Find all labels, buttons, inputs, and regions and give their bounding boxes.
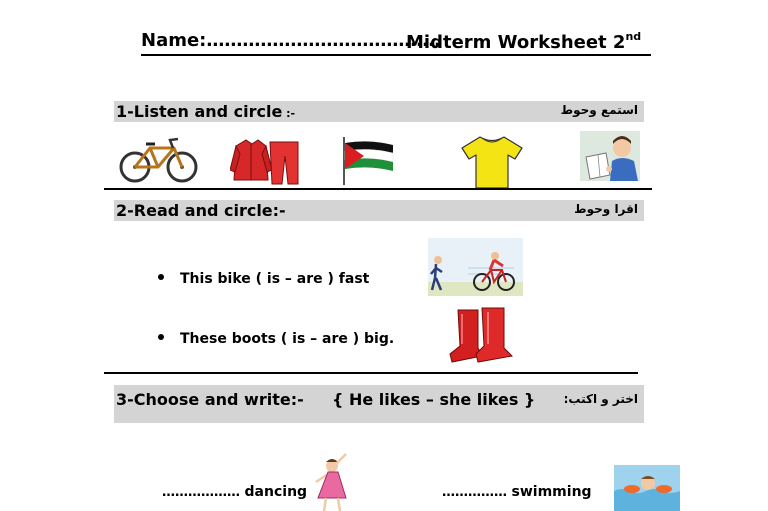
cyclist-scene-icon — [428, 238, 523, 296]
bullet-icon — [158, 334, 164, 340]
fill-blank-item: ……………… dancing — [162, 484, 308, 500]
section2-bar — [114, 200, 644, 221]
bullet-icon — [158, 274, 164, 280]
palestine-flag-icon — [340, 137, 396, 185]
red-boots-icon — [448, 306, 516, 364]
section1-arabic: استمع وحوط — [560, 103, 638, 117]
choice-options: { He likes – she likes } — [332, 390, 536, 409]
section-divider — [104, 188, 652, 190]
section3-bar — [114, 385, 644, 423]
section3-title: 3-Choose and write:- — [116, 390, 304, 409]
page-title: Midterm Worksheet 2nd — [406, 30, 642, 53]
fill-blank-item: …………… swimming — [442, 484, 592, 500]
bike-icon — [118, 136, 200, 184]
sentence-item: This bike ( is – are ) fast — [158, 271, 369, 287]
sentence-item: These boots ( is – are ) big. — [158, 331, 394, 347]
section2-arabic: اقرا وحوط — [574, 202, 638, 216]
section3-arabic: اختر و اكتب: — [563, 392, 638, 406]
dancing-girl-icon — [310, 452, 352, 511]
red-suit-icon — [230, 136, 300, 186]
section1-title: 1-Listen and circle :- — [116, 102, 296, 121]
section-divider — [104, 372, 638, 374]
name-field: Name:………………………………… — [141, 30, 441, 51]
worksheet-header — [141, 28, 651, 56]
boy-reading-icon — [580, 131, 640, 181]
yellow-tshirt-icon — [460, 134, 524, 190]
section1-bar — [114, 101, 644, 122]
section2-title: 2-Read and circle:- — [116, 201, 286, 220]
swimming-child-icon — [614, 465, 680, 511]
